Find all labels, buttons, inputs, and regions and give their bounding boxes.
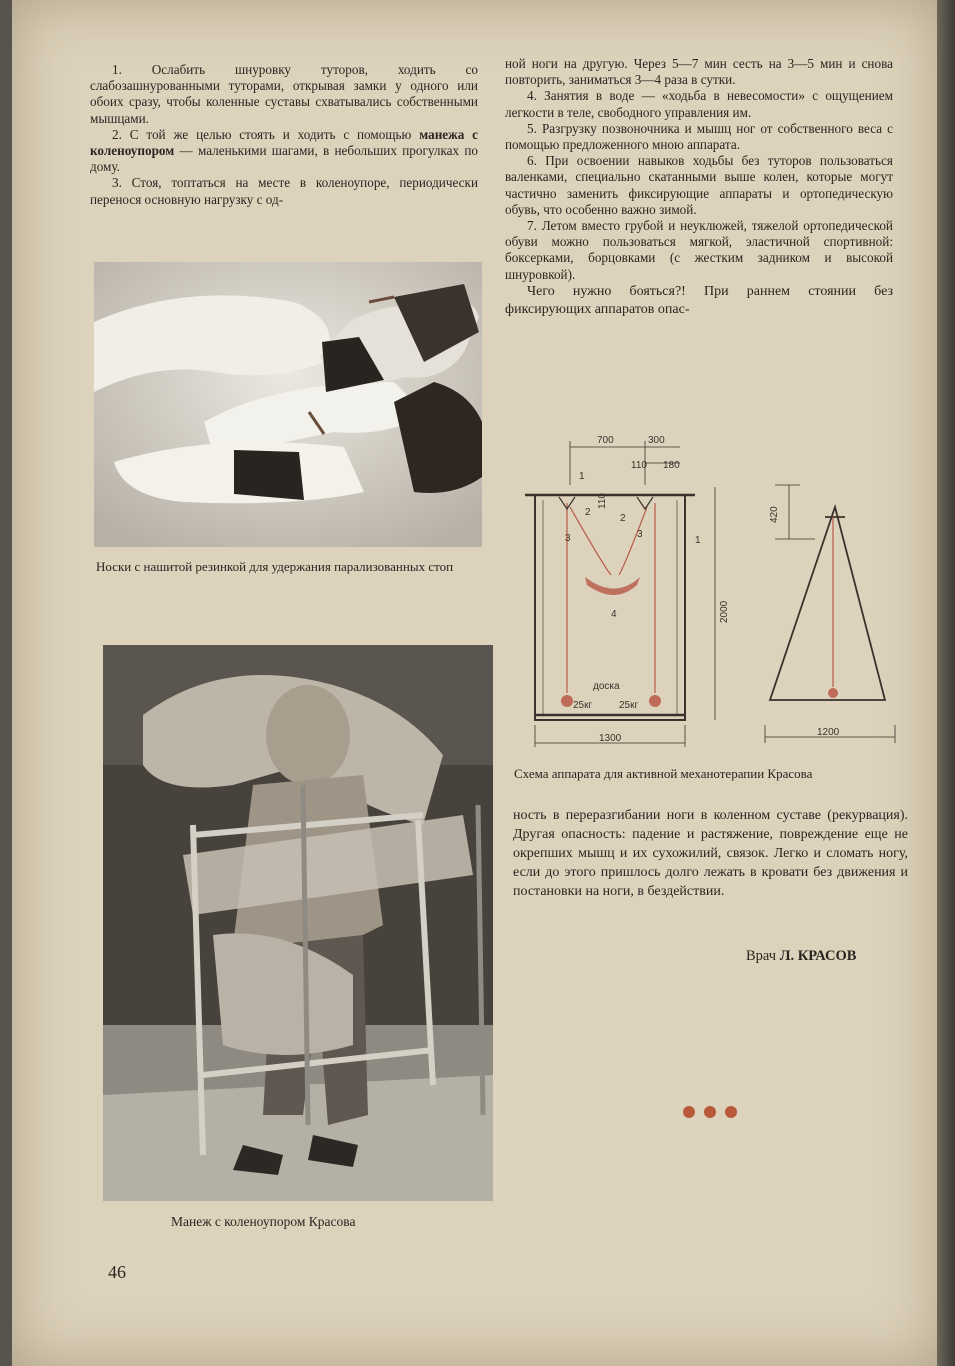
label-3-a: 3 (565, 533, 571, 544)
column-1-text (90, 62, 478, 208)
signature-name: Л. КРАСОВ (779, 948, 857, 964)
paragraph-4: 4. Занятия в воде — «ходьба в невесомости» с ощущением легкости в теле, свободного управления им. (505, 88, 893, 120)
paragraph-7: 7. Летом вместо грубой и неуклюжей, тяжелой ортопедической обуви можно пользоваться мягкой, эластичной спортивной: боксерками, борцовками (с жестким задником и высокой шнуровкой). (505, 218, 893, 282)
column-2-text (505, 56, 893, 319)
paragraph-3: 3. Стоя, топтаться на месте в коленоупоре, периодически перенося основную нагрузку с од- (90, 175, 478, 207)
author-signature (746, 948, 856, 965)
paragraph-1: 1. Ослабить шнуровку туторов, ходить со слабозашнурованными туторами, открывая замки у одного или обоих сразу, чтобы коленные суставы схватывались собственными мышцами. (90, 62, 478, 126)
label-1-b: 1 (695, 535, 701, 546)
dim-420: 420 (769, 506, 780, 523)
label-4: 4 (611, 609, 617, 620)
scheme-caption: Схема аппарата для активной механотерапии Красова (514, 766, 813, 781)
paragraph-3-continued: ной ноги на другую. Через 5—7 мин сесть на 3—5 мин и снова повторить, заниматься 3—4 раза в сутки. (505, 56, 893, 88)
paragraph-2-end: — маленькими шагами, в небольших прогулках по дому. (90, 143, 479, 175)
label-weight-1: 25кг (573, 700, 593, 711)
column-2-continued-text (513, 806, 908, 901)
dim-300: 300 (648, 435, 665, 446)
apparatus-schematic (515, 425, 910, 755)
page-edge-shadow (937, 0, 955, 1366)
label-2-b: 2 (620, 513, 626, 524)
socks-illustration (94, 262, 482, 547)
label-2-a: 2 (585, 507, 591, 518)
dim-700: 700 (597, 435, 614, 446)
paragraph-6: 6. При освоении навыков ходьбы без туторов пользоваться валенками, специально скатанными выше колен, которые могут частично заменить фиксирующие аппараты и ортопедическую обувь, что особенно важно зимой. (505, 153, 893, 217)
dim-1200: 1200 (817, 727, 840, 738)
dim-110-b: 110 (597, 493, 608, 509)
dim-2000: 2000 (719, 600, 730, 623)
paragraph-8-continued: ность в переразгибании ноги в коленном суставе (рекурвация). Другая опасность: падение и растяжение, повреждение еще не окрепших мышц и их сухожилий, связок. Легко и сломать ногу, если до этого пришлось долго лежать в кровати без движения и постановки на ноги, в бездействии. (513, 808, 908, 899)
socks-photo (94, 262, 482, 547)
dim-180: 180 (663, 460, 680, 471)
label-board: доска (593, 681, 620, 692)
paragraph-8: Чего нужно бояться?! При раннем стоянии без фиксирующих аппаратов опас- (505, 283, 893, 317)
manege-photo (103, 645, 493, 1201)
socks-caption: Носки с нашитой резинкой для удержания парализованных стоп (96, 559, 454, 574)
manege-caption: Манеж с коленоупором Красова (171, 1214, 356, 1229)
dim-110-a: 110 (631, 460, 647, 471)
signature-prefix: Врач (746, 948, 777, 964)
paragraph-2-bold: манежа с коленоупором (90, 126, 479, 159)
label-weight-2: 25кг (619, 700, 639, 711)
label-1-a: 1 (579, 471, 585, 482)
manege-illustration (103, 645, 493, 1201)
end-dot-3 (725, 1106, 737, 1118)
end-dot-2 (704, 1106, 716, 1118)
end-dot-1 (683, 1106, 695, 1118)
end-marker-dots (683, 1106, 737, 1118)
dim-1300: 1300 (599, 733, 622, 744)
label-3-b: 3 (637, 529, 643, 540)
paragraph-2 (90, 127, 478, 176)
paragraph-5: 5. Разгрузку позвоночника и мышц ног от собственного веса с помощью предложенного мною аппарата. (505, 120, 893, 153)
page-number: 46 (108, 1262, 126, 1282)
paragraph-2-start: 2. С той же целью стоять и ходить с помощью (112, 126, 412, 142)
apparatus-diagram (515, 425, 910, 755)
